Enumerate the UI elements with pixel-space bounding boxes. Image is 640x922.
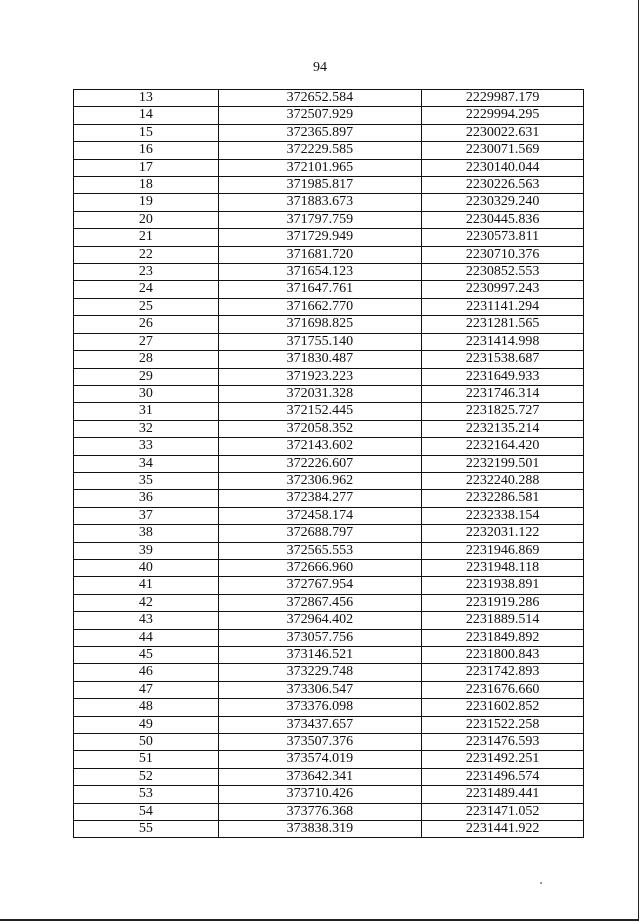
y-coordinate-cell: 2231441.922 [422,821,584,838]
y-coordinate-cell: 2230329.240 [422,194,584,211]
point-number-cell: 27 [74,333,219,350]
x-coordinate-cell: 371729.949 [218,229,422,246]
y-coordinate-cell: 2231492.251 [422,751,584,768]
table-row [74,664,584,681]
y-coordinate-cell: 2230573.811 [422,229,584,246]
x-coordinate-cell: 371985.817 [218,177,422,194]
y-coordinate-cell: 2230710.376 [422,246,584,263]
point-number-cell: 24 [74,281,219,298]
x-coordinate-cell: 371883.673 [218,194,422,211]
point-number-cell: 54 [74,803,219,820]
y-coordinate-cell: 2231522.258 [422,716,584,733]
table-row [74,751,584,768]
x-coordinate-cell: 372652.584 [218,90,422,107]
coordinates-table [73,89,584,838]
table-row [74,559,584,576]
table-row [74,803,584,820]
x-coordinate-cell: 373642.341 [218,768,422,785]
point-number-cell: 51 [74,751,219,768]
x-coordinate-cell: 372384.277 [218,490,422,507]
table-row [74,316,584,333]
table-row [74,229,584,246]
x-coordinate-cell: 372152.445 [218,403,422,420]
table-row [74,681,584,698]
y-coordinate-cell: 2231538.687 [422,351,584,368]
table-row [74,281,584,298]
x-coordinate-cell: 372031.328 [218,385,422,402]
point-number-cell: 33 [74,438,219,455]
point-number-cell: 32 [74,420,219,437]
table-row [74,821,584,838]
table-row [74,142,584,159]
point-number-cell: 36 [74,490,219,507]
x-coordinate-cell: 373057.756 [218,629,422,646]
point-number-cell: 28 [74,351,219,368]
point-number-cell: 25 [74,298,219,315]
point-number-cell: 19 [74,194,219,211]
x-coordinate-cell: 371654.123 [218,264,422,281]
x-coordinate-cell: 372229.585 [218,142,422,159]
x-coordinate-cell: 372058.352 [218,420,422,437]
table-row [74,542,584,559]
x-coordinate-cell: 371662.770 [218,298,422,315]
point-number-cell: 49 [74,716,219,733]
x-coordinate-cell: 371830.487 [218,351,422,368]
x-coordinate-cell: 373507.376 [218,734,422,751]
table-row [74,124,584,141]
table-row [74,107,584,124]
x-coordinate-cell: 372365.897 [218,124,422,141]
point-number-cell: 39 [74,542,219,559]
table-row [74,699,584,716]
y-coordinate-cell: 2232164.420 [422,438,584,455]
y-coordinate-cell: 2231849.892 [422,629,584,646]
y-coordinate-cell: 2231746.314 [422,385,584,402]
point-number-cell: 18 [74,177,219,194]
x-coordinate-cell: 373838.319 [218,821,422,838]
y-coordinate-cell: 2231281.565 [422,316,584,333]
x-coordinate-cell: 373710.426 [218,786,422,803]
table-row [74,577,584,594]
page-number: 94 [313,60,327,75]
x-coordinate-cell: 373574.019 [218,751,422,768]
table-row [74,594,584,611]
table-row [74,629,584,646]
x-coordinate-cell: 372565.553 [218,542,422,559]
y-coordinate-cell: 2231742.893 [422,664,584,681]
point-number-cell: 15 [74,124,219,141]
y-coordinate-cell: 2232135.214 [422,420,584,437]
y-coordinate-cell: 2231938.891 [422,577,584,594]
x-coordinate-cell: 373376.098 [218,699,422,716]
table-row [74,298,584,315]
x-coordinate-cell: 373306.547 [218,681,422,698]
point-number-cell: 22 [74,246,219,263]
point-number-cell: 40 [74,559,219,576]
x-coordinate-cell: 372666.960 [218,559,422,576]
table-row [74,264,584,281]
table-row [74,211,584,228]
y-coordinate-cell: 2231496.574 [422,768,584,785]
point-number-cell: 55 [74,821,219,838]
y-coordinate-cell: 2231141.294 [422,298,584,315]
y-coordinate-cell: 2230997.243 [422,281,584,298]
x-coordinate-cell: 371923.223 [218,368,422,385]
table-row [74,490,584,507]
x-coordinate-cell: 372767.954 [218,577,422,594]
point-number-cell: 37 [74,507,219,524]
y-coordinate-cell: 2230022.631 [422,124,584,141]
x-coordinate-cell: 372143.602 [218,438,422,455]
y-coordinate-cell: 2231948.118 [422,559,584,576]
x-coordinate-cell: 371698.825 [218,316,422,333]
scan-speck [540,882,542,884]
table-row [74,455,584,472]
x-coordinate-cell: 371755.140 [218,333,422,350]
y-coordinate-cell: 2231825.727 [422,403,584,420]
point-number-cell: 23 [74,264,219,281]
point-number-cell: 43 [74,612,219,629]
point-number-cell: 44 [74,629,219,646]
x-coordinate-cell: 372458.174 [218,507,422,524]
table-row [74,507,584,524]
x-coordinate-cell: 373146.521 [218,647,422,664]
table-row [74,194,584,211]
point-number-cell: 48 [74,699,219,716]
table-row [74,403,584,420]
y-coordinate-cell: 2230445.836 [422,211,584,228]
y-coordinate-cell: 2231676.660 [422,681,584,698]
x-coordinate-cell: 371681.720 [218,246,422,263]
table-row [74,177,584,194]
y-coordinate-cell: 2231946.869 [422,542,584,559]
y-coordinate-cell: 2230226.563 [422,177,584,194]
point-number-cell: 21 [74,229,219,246]
table-row [74,351,584,368]
y-coordinate-cell: 2232286.581 [422,490,584,507]
point-number-cell: 45 [74,647,219,664]
x-coordinate-cell: 371647.761 [218,281,422,298]
table-row [74,716,584,733]
point-number-cell: 31 [74,403,219,420]
y-coordinate-cell: 2231414.998 [422,333,584,350]
x-coordinate-cell: 371797.759 [218,211,422,228]
point-number-cell: 29 [74,368,219,385]
y-coordinate-cell: 2231889.514 [422,612,584,629]
table-row [74,420,584,437]
table-row [74,159,584,176]
table-row [74,786,584,803]
y-coordinate-cell: 2231476.593 [422,734,584,751]
table-row [74,647,584,664]
x-coordinate-cell: 373437.657 [218,716,422,733]
point-number-cell: 34 [74,455,219,472]
x-coordinate-cell: 373776.368 [218,803,422,820]
point-number-cell: 20 [74,211,219,228]
table-row [74,333,584,350]
table-row [74,525,584,542]
x-coordinate-cell: 372226.607 [218,455,422,472]
point-number-cell: 52 [74,768,219,785]
point-number-cell: 35 [74,472,219,489]
x-coordinate-cell: 372688.797 [218,525,422,542]
y-coordinate-cell: 2232240.288 [422,472,584,489]
table-row [74,438,584,455]
x-coordinate-cell: 372507.929 [218,107,422,124]
y-coordinate-cell: 2232199.501 [422,455,584,472]
point-number-cell: 17 [74,159,219,176]
y-coordinate-cell: 2232338.154 [422,507,584,524]
y-coordinate-cell: 2229987.179 [422,90,584,107]
x-coordinate-cell: 372867.456 [218,594,422,611]
coordinates-table-body [74,90,584,838]
x-coordinate-cell: 372306.962 [218,472,422,489]
table-row [74,368,584,385]
y-coordinate-cell: 2231800.843 [422,647,584,664]
y-coordinate-cell: 2231471.052 [422,803,584,820]
table-row [74,734,584,751]
point-number-cell: 14 [74,107,219,124]
point-number-cell: 47 [74,681,219,698]
y-coordinate-cell: 2231649.933 [422,368,584,385]
y-coordinate-cell: 2231602.852 [422,699,584,716]
y-coordinate-cell: 2230852.553 [422,264,584,281]
point-number-cell: 41 [74,577,219,594]
point-number-cell: 16 [74,142,219,159]
y-coordinate-cell: 2230071.569 [422,142,584,159]
point-number-cell: 13 [74,90,219,107]
table-row [74,90,584,107]
y-coordinate-cell: 2229994.295 [422,107,584,124]
point-number-cell: 46 [74,664,219,681]
table-row [74,768,584,785]
point-number-cell: 26 [74,316,219,333]
point-number-cell: 38 [74,525,219,542]
point-number-cell: 42 [74,594,219,611]
point-number-cell: 50 [74,734,219,751]
table-row [74,246,584,263]
x-coordinate-cell: 373229.748 [218,664,422,681]
point-number-cell: 53 [74,786,219,803]
y-coordinate-cell: 2231919.286 [422,594,584,611]
y-coordinate-cell: 2232031.122 [422,525,584,542]
x-coordinate-cell: 372101.965 [218,159,422,176]
table-row [74,472,584,489]
table-row [74,385,584,402]
point-number-cell: 30 [74,385,219,402]
y-coordinate-cell: 2230140.044 [422,159,584,176]
table-row [74,612,584,629]
x-coordinate-cell: 372964.402 [218,612,422,629]
y-coordinate-cell: 2231489.441 [422,786,584,803]
